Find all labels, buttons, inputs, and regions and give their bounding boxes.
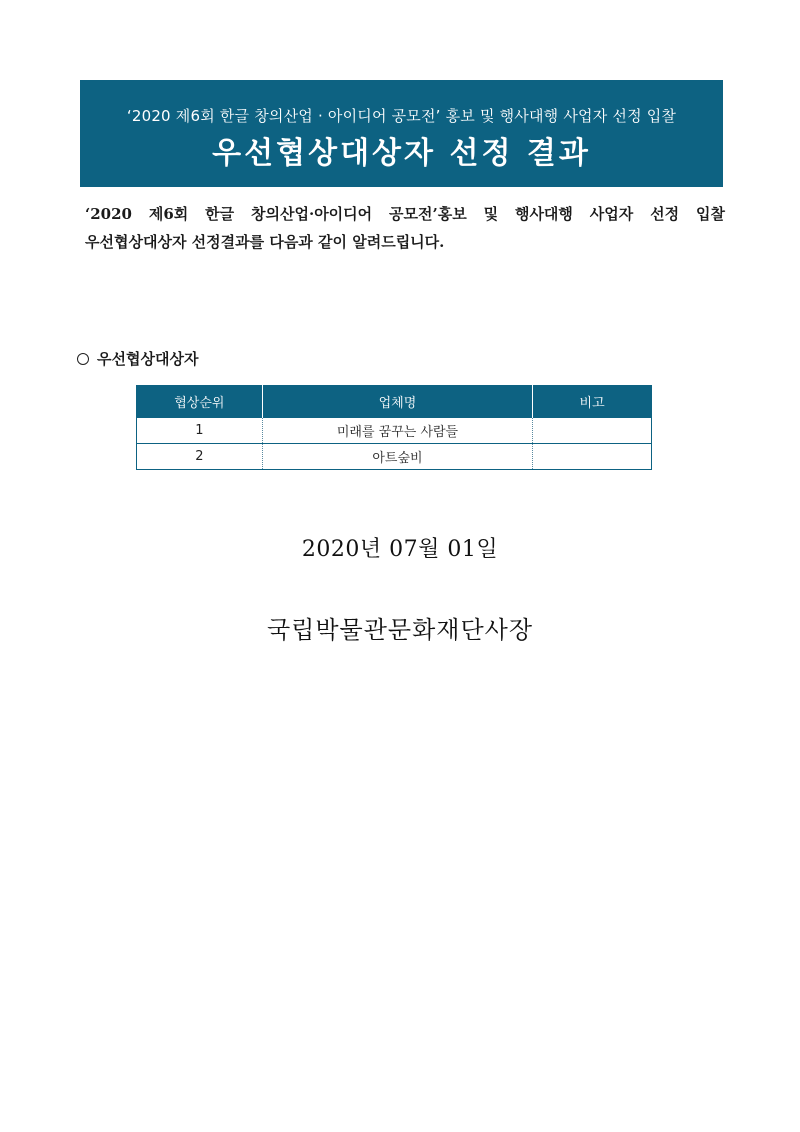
header-company: 업체명 [262, 385, 532, 418]
signer-name: 국립박물관문화재단사장 [266, 616, 534, 644]
cell-rank: 2 [137, 444, 263, 470]
section-heading-label: 우선협상대상자 [97, 350, 199, 368]
table-row [137, 444, 652, 470]
header-note: 비고 [533, 385, 652, 418]
table-row [137, 418, 652, 444]
cell-company: 아트숲비 [262, 444, 532, 470]
cell-company: 미래를 꿈꾸는 사람들 [262, 418, 532, 444]
banner-subtitle: ‘2020 제6회 한글 창의산업 · 아이디어 공모전’ 홍보 및 행사대행 사업자 선정 입찰 [126, 107, 677, 125]
intro-line-2: 우선협상대상자 선정결과를 다음과 같이 알려드립니다. [85, 233, 445, 251]
header-rank: 협상순위 [137, 385, 263, 418]
intro-paragraph [85, 200, 725, 256]
section-heading [77, 348, 198, 369]
banner-title: 우선협상대상자 선정 결과 [212, 136, 591, 171]
title-banner [80, 80, 723, 187]
cell-note [533, 418, 652, 444]
cell-rank: 1 [137, 418, 263, 444]
intro-line-1: ‘2020 제6회 한글 창의산업·아이디어 공모전’홍보 및 행사대행 사업자 선정 입찰 [85, 205, 725, 223]
table-header-row [137, 385, 652, 418]
result-table [136, 385, 652, 470]
cell-note [533, 444, 652, 470]
circle-bullet-icon [77, 353, 89, 365]
announcement-date: 2020년 07월 01일 [301, 537, 499, 562]
